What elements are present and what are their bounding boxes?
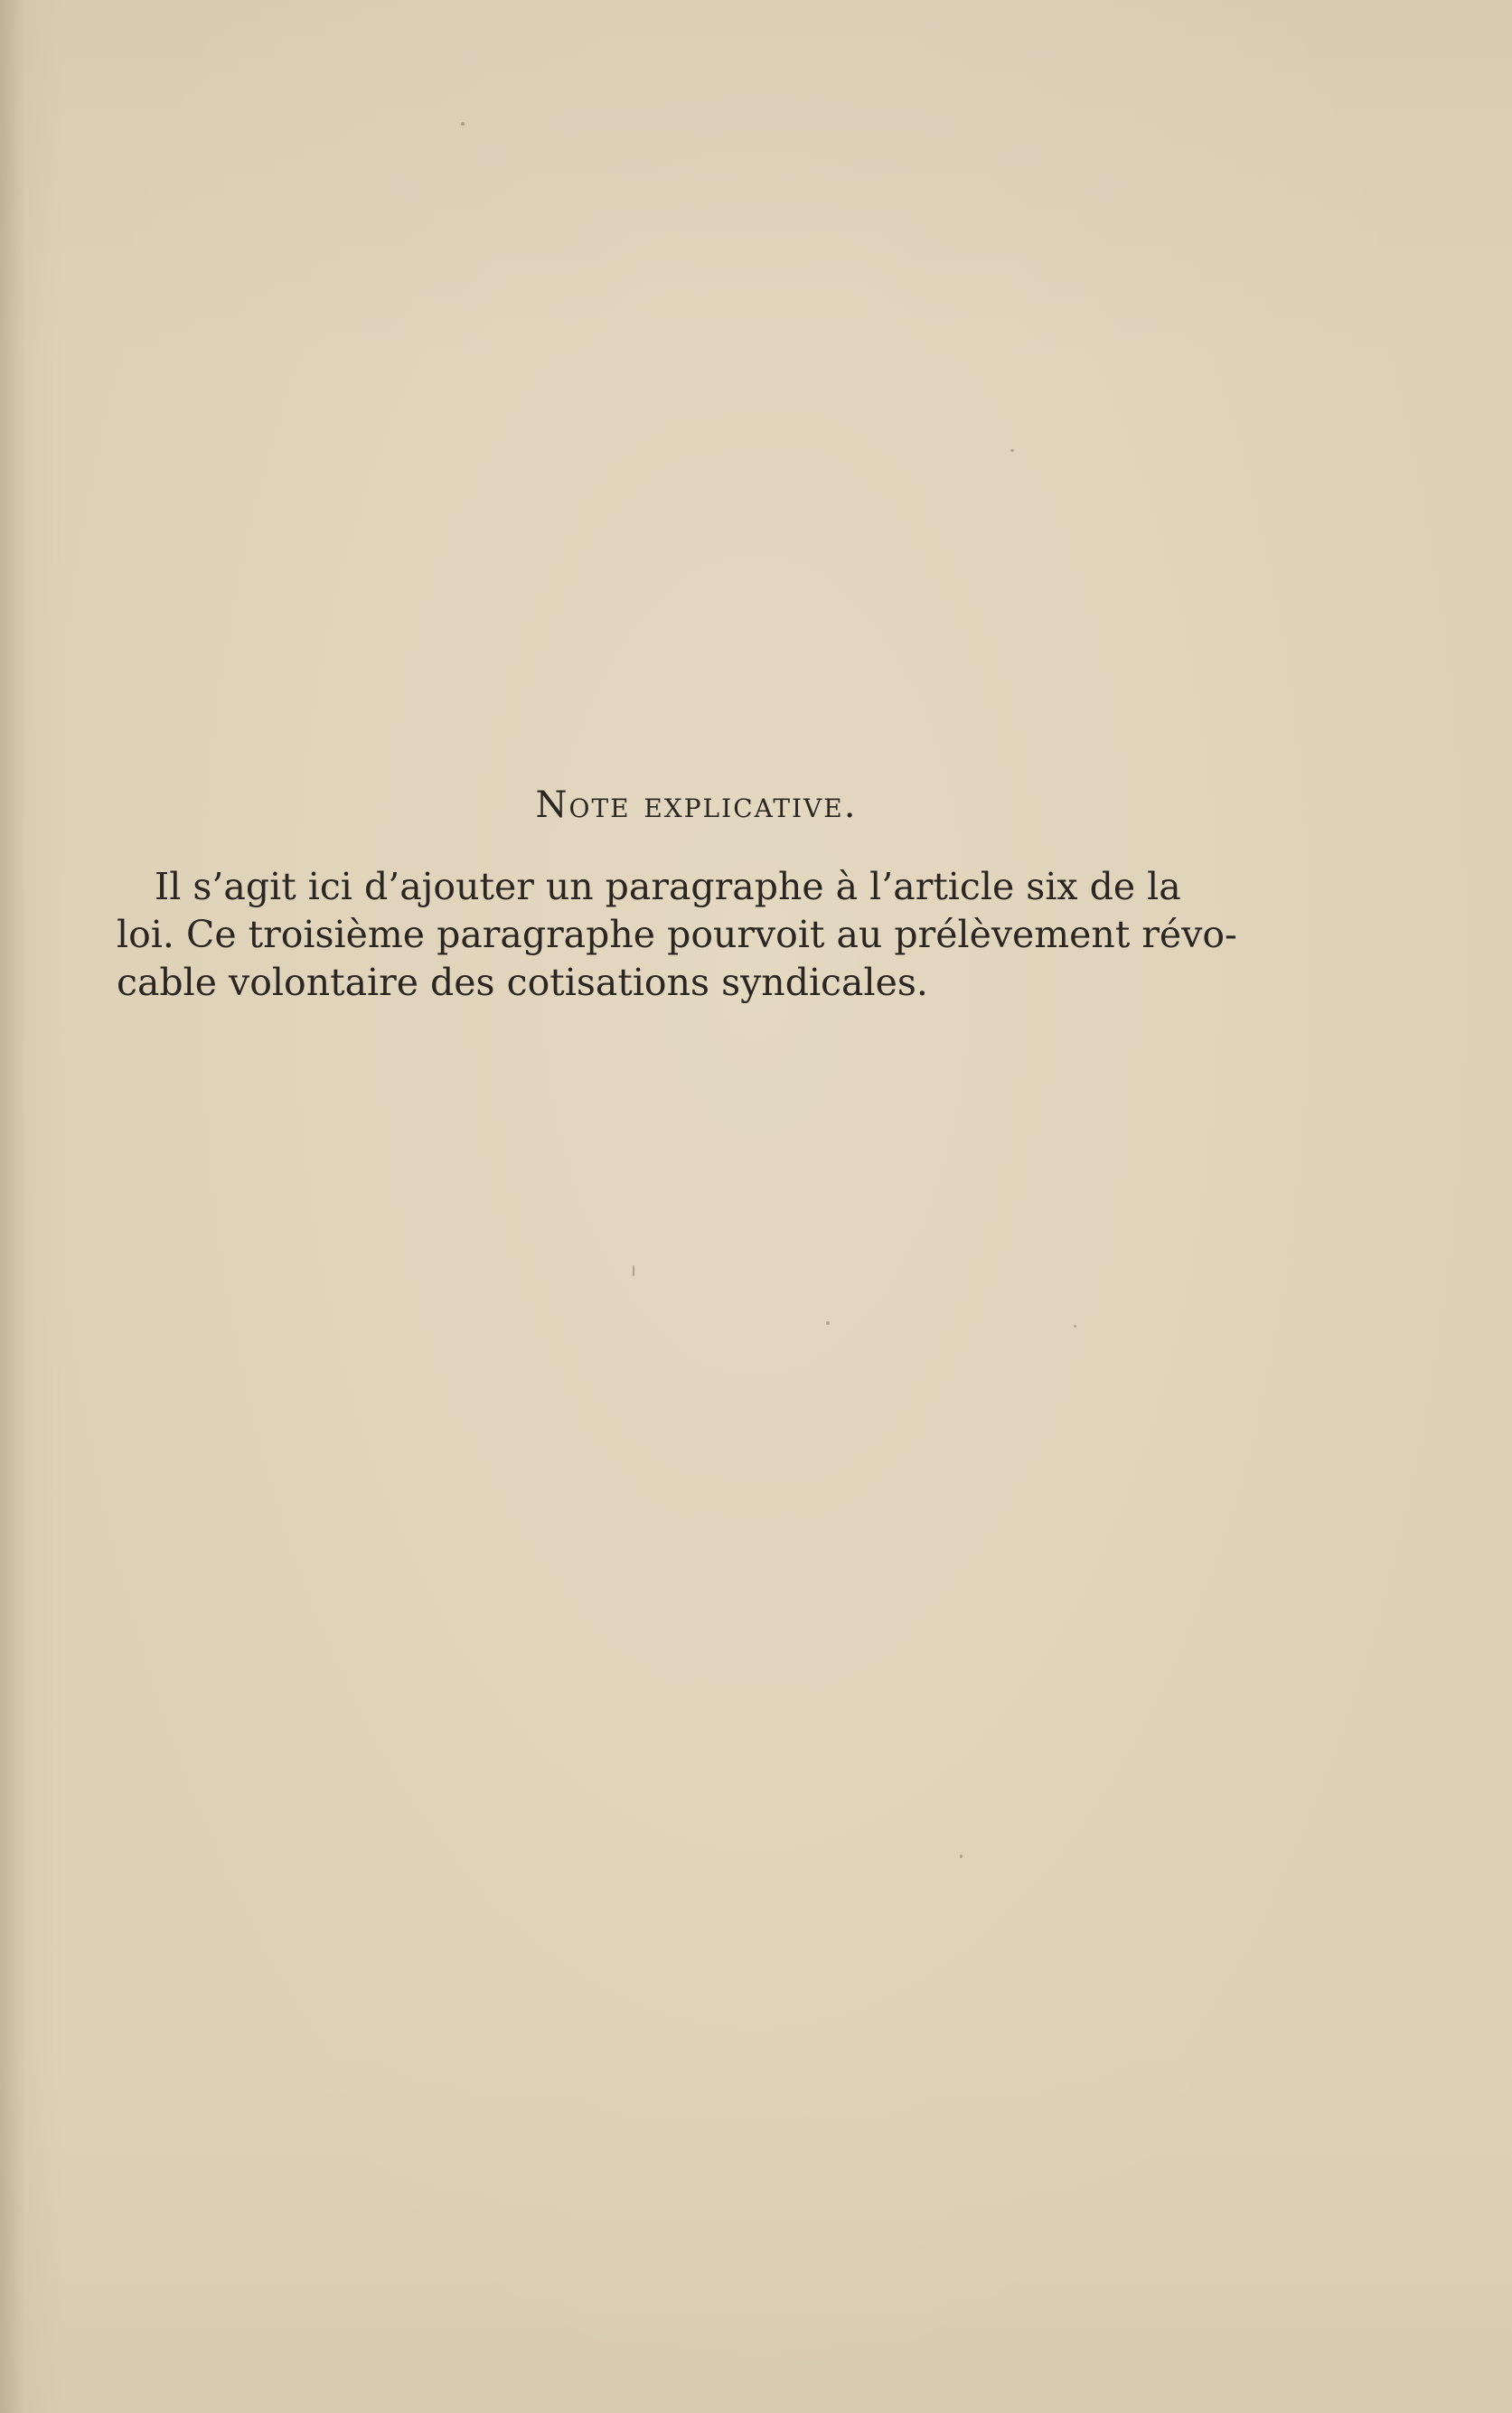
paragraph-line: cable volontaire des cotisations syndicales. — [117, 961, 928, 1004]
paragraph-line: Il s’agit ici d’ajouter un paragraphe à l’article six de la — [155, 865, 1181, 908]
page-title: Note explicative. — [535, 784, 858, 826]
explanatory-paragraph — [117, 863, 1237, 1007]
paragraph-line: loi. Ce troisième paragraphe pourvoit au prélèvement révo- — [117, 913, 1237, 956]
